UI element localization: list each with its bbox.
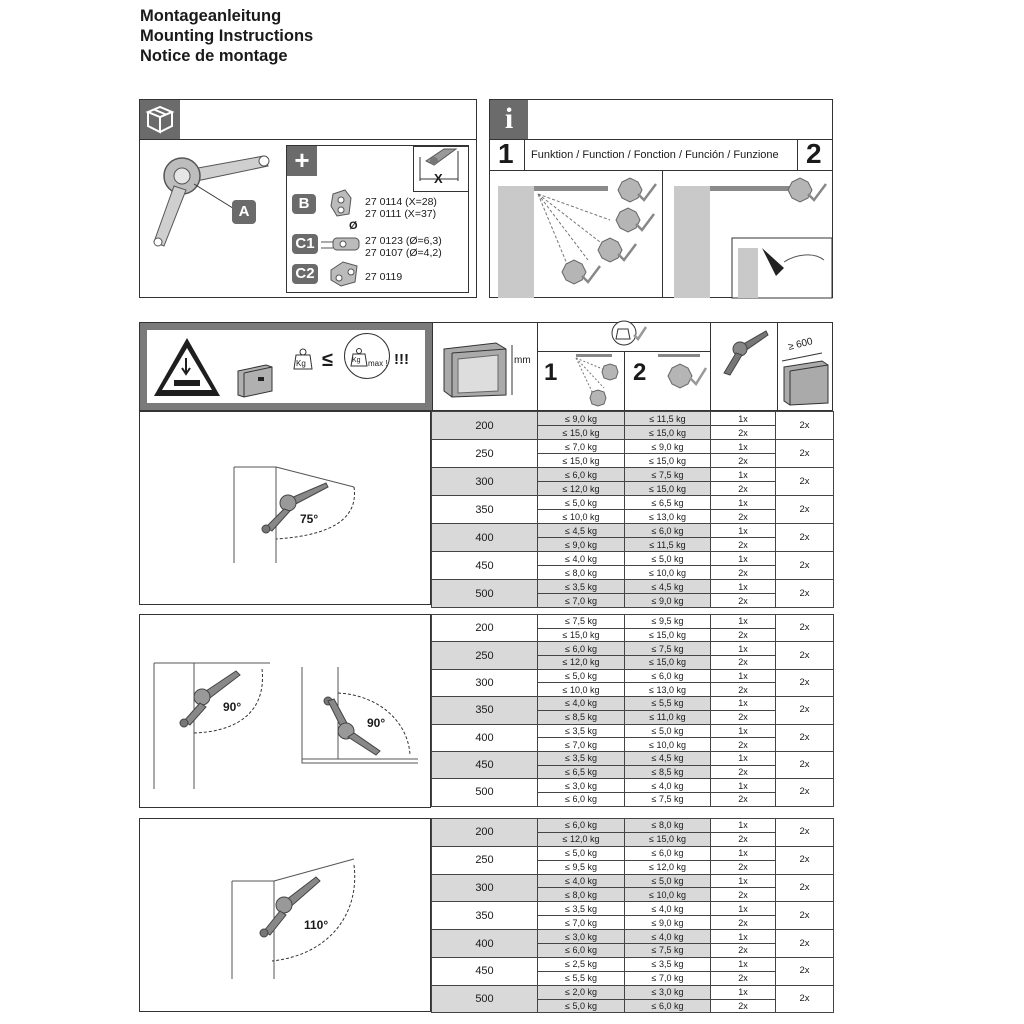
function-1-weight-cell: ≤ 7,5 kg: [538, 615, 625, 629]
function-label: Funktion / Function / Fonction / Función / Funzione: [531, 149, 779, 161]
lift-qty-cell: 1x: [711, 985, 776, 999]
lift-qty-cell: 1x: [711, 697, 776, 711]
function-2-weight-cell: ≤ 6,0 kg: [625, 669, 711, 683]
table-row: [432, 669, 834, 683]
lift-qty-cell: 1x: [711, 957, 776, 971]
function-1-weight-cell: ≤ 4,0 kg: [538, 697, 625, 711]
lift-qty-cell: 2x: [711, 594, 776, 608]
wide-qty-cell: 2x: [776, 552, 834, 580]
front-height-cell: 500: [432, 580, 538, 608]
stop-icon-2: [788, 178, 812, 202]
table-header-row: [139, 322, 833, 411]
lift-qty-cell: 1x: [711, 930, 776, 944]
lift-arm-qty-icon: [712, 327, 776, 377]
front-height-cell: 300: [432, 468, 538, 496]
lift-qty-cell: 2x: [711, 860, 776, 874]
function-1-weight-cell: ≤ 3,0 kg: [538, 930, 625, 944]
table-row: [432, 468, 834, 482]
function-2-weight-cell: ≤ 4,0 kg: [625, 902, 711, 916]
function-2-weight-cell: ≤ 5,5 kg: [625, 697, 711, 711]
function-1-weight-cell: ≤ 6,0 kg: [538, 792, 625, 806]
plus-icon: +: [287, 146, 317, 176]
part-b-number-2: 27 0111 (X=37): [365, 208, 437, 220]
front-height-cell: 200: [432, 615, 538, 642]
function-1-weight-cell: ≤ 5,0 kg: [538, 999, 625, 1013]
function-2-weight-cell: ≤ 12,0 kg: [625, 860, 711, 874]
wide-qty-cell: 2x: [776, 819, 834, 847]
column-2-number: 2: [633, 359, 647, 386]
function-2-illustration: [664, 172, 834, 298]
front-height-cell: 350: [432, 697, 538, 724]
lift-qty-cell: 2x: [711, 792, 776, 806]
x-label: X: [434, 171, 443, 186]
wide-qty-cell: 2x: [776, 779, 834, 806]
front-height-cell: 350: [432, 902, 538, 930]
width-label: ≥ 600: [787, 336, 814, 353]
function-1-weight-cell: ≤ 3,5 kg: [538, 751, 625, 765]
function-1-weight-cell: ≤ 9,5 kg: [538, 860, 625, 874]
part-c2-number-1: 27 0119: [365, 271, 403, 283]
wide-qty-cell: 2x: [776, 524, 834, 552]
lift-qty-cell: 1x: [711, 642, 776, 656]
function-1-weight-cell: ≤ 7,0 kg: [538, 916, 625, 930]
function-2-weight-cell: ≤ 5,0 kg: [625, 724, 711, 738]
bracket-c1-icon: [321, 232, 365, 256]
opening-90-illustration-b: [298, 665, 422, 769]
part-c1-number-2: 27 0107 (Ø=4,2): [365, 247, 442, 259]
function-2-weight-cell: ≤ 13,0 kg: [625, 683, 711, 697]
table-row: [432, 697, 834, 711]
function-1-weight-cell: ≤ 3,5 kg: [538, 902, 625, 916]
wide-qty-cell: 2x: [776, 580, 834, 608]
function-1-weight-cell: ≤ 8,0 kg: [538, 888, 625, 902]
wide-qty-cell: 2x: [776, 440, 834, 468]
bracket-c2-icon: [327, 260, 363, 288]
part-c1-badge: C1: [292, 234, 318, 254]
angle-90-label-a: 90°: [223, 700, 242, 714]
lift-qty-cell: 1x: [711, 524, 776, 538]
lift-qty-cell: 1x: [711, 724, 776, 738]
wide-qty-cell: 2x: [776, 697, 834, 724]
lift-qty-cell: 1x: [711, 669, 776, 683]
function-1-weight-cell: ≤ 15,0 kg: [538, 628, 625, 642]
front-height-cell: 300: [432, 669, 538, 696]
function-2-number: 2: [806, 138, 822, 169]
front-height-cell: 450: [432, 552, 538, 580]
info-icon: i: [490, 100, 528, 139]
table-row: [432, 779, 834, 793]
function-2-weight-cell: ≤ 10,0 kg: [625, 738, 711, 752]
table-row: [432, 957, 834, 971]
lift-qty-cell: 1x: [711, 615, 776, 629]
dimension-x-icon: [414, 147, 470, 193]
table-row: [432, 902, 834, 916]
function-1-weight-cell: ≤ 4,5 kg: [538, 524, 625, 538]
opening-110-illustration: [228, 855, 368, 985]
function-2-weight-cell: ≤ 7,5 kg: [625, 468, 711, 482]
front-height-cell: 400: [432, 724, 538, 751]
column-2-illustration: [628, 352, 712, 410]
function-2-weight-cell: ≤ 9,0 kg: [625, 440, 711, 454]
cabinet-height-icon: [438, 333, 538, 403]
table-row: [432, 819, 834, 833]
function-box: [489, 99, 833, 298]
front-height-cell: 450: [432, 957, 538, 985]
function-2-weight-cell: ≤ 11,5 kg: [625, 538, 711, 552]
lift-qty-cell: 2x: [711, 888, 776, 902]
opening-90-illustration-a: [150, 655, 280, 795]
lift-qty-cell: 1x: [711, 819, 776, 833]
cabinet-flap-icon: [236, 363, 276, 399]
wide-qty-cell: 2x: [776, 669, 834, 696]
function-1-weight-cell: ≤ 10,0 kg: [538, 683, 625, 697]
function-2-weight-cell: ≤ 3,0 kg: [625, 985, 711, 999]
function-1-weight-cell: ≤ 3,0 kg: [538, 779, 625, 793]
function-1-weight-cell: ≤ 6,0 kg: [538, 468, 625, 482]
lift-qty-cell: 1x: [711, 751, 776, 765]
lift-qty-cell: 2x: [711, 454, 776, 468]
function-2-weight-cell: ≤ 6,5 kg: [625, 496, 711, 510]
function-2-weight-cell: ≤ 15,0 kg: [625, 628, 711, 642]
parts-list: [286, 145, 469, 293]
stop-icon: [562, 178, 642, 284]
front-height-cell: 200: [432, 819, 538, 847]
wide-qty-cell: 2x: [776, 751, 834, 778]
part-b-badge: B: [292, 194, 316, 214]
table-row: [432, 846, 834, 860]
function-1-weight-cell: ≤ 12,0 kg: [538, 656, 625, 670]
part-c1-number-1: 27 0123 (Ø=6,3): [365, 235, 442, 247]
wide-qty-cell: 2x: [776, 846, 834, 874]
function-1-illustration: [492, 172, 662, 298]
wide-qty-cell: 2x: [776, 412, 834, 440]
function-2-weight-cell: ≤ 5,0 kg: [625, 874, 711, 888]
function-1-number: 1: [498, 138, 514, 169]
function-2-weight-cell: ≤ 9,5 kg: [625, 615, 711, 629]
part-c2-badge: C2: [292, 264, 318, 284]
wide-qty-cell: 2x: [776, 902, 834, 930]
function-1-weight-cell: ≤ 6,0 kg: [538, 819, 625, 833]
function-1-weight-cell: ≤ 7,0 kg: [538, 738, 625, 752]
title-en: Mounting Instructions: [140, 27, 314, 45]
lift-qty-cell: 1x: [711, 846, 776, 860]
function-1-weight-cell: ≤ 7,0 kg: [538, 594, 625, 608]
function-1-weight-cell: ≤ 2,5 kg: [538, 957, 625, 971]
lift-qty-cell: 2x: [711, 566, 776, 580]
table-row: [432, 615, 834, 629]
front-height-cell: 500: [432, 779, 538, 806]
function-1-weight-cell: ≤ 12,0 kg: [538, 482, 625, 496]
angle-90-label-b: 90°: [367, 716, 386, 730]
weight-kg-label: Kg: [296, 359, 306, 368]
lift-arm-illustration: [146, 150, 286, 260]
document-titles: [140, 6, 313, 66]
function-2-weight-cell: ≤ 15,0 kg: [625, 482, 711, 496]
front-height-cell: 350: [432, 496, 538, 524]
lift-qty-cell: 1x: [711, 552, 776, 566]
table-row: [432, 724, 834, 738]
function-1-weight-cell: ≤ 5,0 kg: [538, 496, 625, 510]
function-1-weight-cell: ≤ 5,0 kg: [538, 846, 625, 860]
bracket-b-icon: [327, 188, 357, 218]
function-2-weight-cell: ≤ 4,0 kg: [625, 930, 711, 944]
front-height-cell: 300: [432, 874, 538, 902]
lift-qty-cell: 1x: [711, 779, 776, 793]
lift-qty-cell: 2x: [711, 944, 776, 958]
function-2-weight-cell: ≤ 9,0 kg: [625, 916, 711, 930]
function-2-weight-cell: ≤ 5,0 kg: [625, 552, 711, 566]
function-2-weight-cell: ≤ 10,0 kg: [625, 566, 711, 580]
wide-qty-cell: 2x: [776, 724, 834, 751]
function-2-weight-cell: ≤ 7,5 kg: [625, 944, 711, 958]
function-2-weight-cell: ≤ 6,0 kg: [625, 999, 711, 1013]
wide-qty-cell: 2x: [776, 985, 834, 1013]
table-row: [432, 552, 834, 566]
title-fr: Notice de montage: [140, 47, 288, 65]
load-table-75: [431, 411, 834, 608]
lift-qty-cell: 2x: [711, 656, 776, 670]
function-2-weight-cell: ≤ 7,0 kg: [625, 971, 711, 985]
lift-qty-cell: 2x: [711, 510, 776, 524]
max-weight-badge-icon: [606, 319, 650, 347]
warning-triangle-icon: [152, 336, 222, 398]
table-row: [432, 930, 834, 944]
front-height-cell: 400: [432, 524, 538, 552]
function-1-weight-cell: ≤ 9,0 kg: [538, 538, 625, 552]
front-height-cell: 450: [432, 751, 538, 778]
part-b-number-1: 27 0114 (X=28): [365, 196, 437, 208]
front-height-cell: 250: [432, 642, 538, 669]
function-1-weight-cell: ≤ 3,5 kg: [538, 580, 625, 594]
load-table-110: [431, 818, 834, 1013]
function-1-weight-cell: ≤ 15,0 kg: [538, 426, 625, 440]
function-2-weight-cell: ≤ 7,5 kg: [625, 642, 711, 656]
lift-qty-cell: 2x: [711, 538, 776, 552]
function-1-weight-cell: ≤ 6,0 kg: [538, 642, 625, 656]
diam-label: Ø: [349, 220, 358, 232]
function-1-weight-cell: ≤ 3,5 kg: [538, 724, 625, 738]
function-2-weight-cell: ≤ 15,0 kg: [625, 426, 711, 440]
function-1-weight-cell: ≤ 5,0 kg: [538, 669, 625, 683]
lift-qty-cell: 1x: [711, 902, 776, 916]
function-2-weight-cell: ≤ 13,0 kg: [625, 510, 711, 524]
lift-qty-cell: 2x: [711, 628, 776, 642]
function-2-weight-cell: ≤ 6,0 kg: [625, 846, 711, 860]
function-1-weight-cell: ≤ 8,5 kg: [538, 710, 625, 724]
function-2-weight-cell: ≤ 4,5 kg: [625, 751, 711, 765]
function-1-weight-cell: ≤ 10,0 kg: [538, 510, 625, 524]
function-2-weight-cell: ≤ 15,0 kg: [625, 454, 711, 468]
function-1-weight-cell: ≤ 2,0 kg: [538, 985, 625, 999]
front-height-cell: 250: [432, 846, 538, 874]
function-1-weight-cell: ≤ 7,0 kg: [538, 440, 625, 454]
load-table-90: [431, 614, 834, 807]
lift-qty-cell: 2x: [711, 683, 776, 697]
angle-75-label: 75°: [300, 512, 319, 526]
front-height-cell: 500: [432, 985, 538, 1013]
column-1-illustration: [540, 352, 624, 410]
front-height-cell: 400: [432, 930, 538, 958]
max-weight-label: max !: [368, 359, 388, 368]
lift-qty-cell: 2x: [711, 765, 776, 779]
function-1-weight-cell: ≤ 4,0 kg: [538, 552, 625, 566]
function-2-weight-cell: ≤ 8,0 kg: [625, 819, 711, 833]
function-2-weight-cell: ≤ 9,0 kg: [625, 594, 711, 608]
table-row: [432, 580, 834, 594]
table-row: [432, 874, 834, 888]
wide-qty-cell: 2x: [776, 957, 834, 985]
wide-qty-cell: 2x: [776, 615, 834, 642]
warning-exclamations: !!!: [394, 351, 409, 368]
lift-qty-cell: 2x: [711, 971, 776, 985]
function-1-weight-cell: ≤ 15,0 kg: [538, 454, 625, 468]
function-1-weight-cell: ≤ 4,0 kg: [538, 874, 625, 888]
front-height-cell: 250: [432, 440, 538, 468]
function-2-weight-cell: ≤ 3,5 kg: [625, 957, 711, 971]
function-2-weight-cell: ≤ 6,0 kg: [625, 524, 711, 538]
table-row: [432, 985, 834, 999]
lift-qty-cell: 1x: [711, 412, 776, 426]
front-height-cell: 200: [432, 412, 538, 440]
lift-qty-cell: 1x: [711, 468, 776, 482]
table-row: [432, 524, 834, 538]
function-2-weight-cell: ≤ 7,5 kg: [625, 792, 711, 806]
function-2-weight-cell: ≤ 10,0 kg: [625, 888, 711, 902]
lift-qty-cell: 1x: [711, 496, 776, 510]
table-row: [432, 751, 834, 765]
cabinet-width-icon: [778, 347, 834, 407]
lift-qty-cell: 2x: [711, 916, 776, 930]
wide-qty-cell: 2x: [776, 874, 834, 902]
function-2-weight-cell: ≤ 15,0 kg: [625, 656, 711, 670]
warning-panel: [140, 323, 432, 410]
function-1-weight-cell: ≤ 9,0 kg: [538, 412, 625, 426]
wide-qty-cell: 2x: [776, 496, 834, 524]
function-2-weight-cell: ≤ 4,0 kg: [625, 779, 711, 793]
dimension-inset: [413, 146, 469, 192]
title-de: Montageanleitung: [140, 7, 282, 25]
lift-qty-cell: 2x: [711, 999, 776, 1013]
function-1-weight-cell: ≤ 8,0 kg: [538, 566, 625, 580]
wide-qty-cell: 2x: [776, 930, 834, 958]
angle-110-label: 110°: [304, 918, 329, 932]
table-row: [432, 496, 834, 510]
lift-qty-cell: 2x: [711, 482, 776, 496]
function-2-weight-cell: ≤ 11,5 kg: [625, 412, 711, 426]
function-1-weight-cell: ≤ 6,0 kg: [538, 944, 625, 958]
lift-qty-cell: 2x: [711, 832, 776, 846]
mm-label: mm: [514, 355, 531, 366]
leq-symbol: ≤: [322, 349, 333, 371]
lift-qty-cell: 2x: [711, 738, 776, 752]
table-row: [432, 412, 834, 426]
lift-qty-cell: 1x: [711, 440, 776, 454]
max-weight-kg-label: Kg: [352, 357, 361, 364]
package-icon: [140, 100, 180, 139]
parts-box: [139, 99, 477, 298]
function-2-weight-cell: ≤ 8,5 kg: [625, 765, 711, 779]
function-2-weight-cell: ≤ 11,0 kg: [625, 710, 711, 724]
function-2-weight-cell: ≤ 15,0 kg: [625, 832, 711, 846]
table-row: [432, 440, 834, 454]
function-2-weight-cell: ≤ 4,5 kg: [625, 580, 711, 594]
column-1-number: 1: [544, 359, 558, 386]
function-1-weight-cell: ≤ 5,5 kg: [538, 971, 625, 985]
lift-qty-cell: 2x: [711, 426, 776, 440]
opening-75-illustration: [228, 455, 368, 585]
lift-qty-cell: 1x: [711, 874, 776, 888]
function-1-weight-cell: ≤ 6,5 kg: [538, 765, 625, 779]
part-a-badge: A: [232, 200, 256, 224]
function-1-weight-cell: ≤ 12,0 kg: [538, 832, 625, 846]
wide-qty-cell: 2x: [776, 468, 834, 496]
lift-qty-cell: 1x: [711, 580, 776, 594]
wide-qty-cell: 2x: [776, 642, 834, 669]
table-row: [432, 642, 834, 656]
lift-qty-cell: 2x: [711, 710, 776, 724]
